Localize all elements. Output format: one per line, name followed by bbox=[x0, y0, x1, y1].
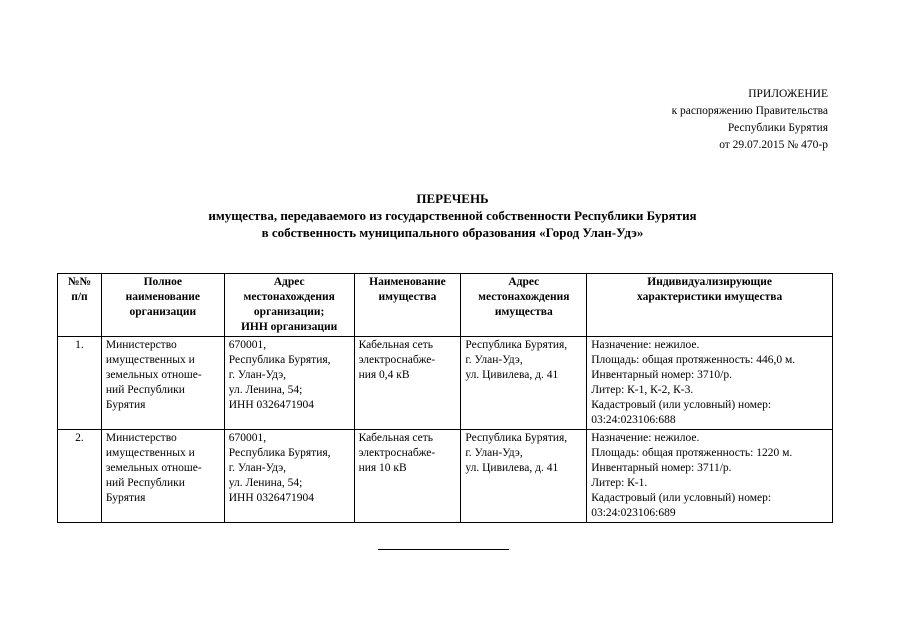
row-characteristics: Назначение: нежилое. Площадь: общая протяженность: 1220 м. Инвентарный номер: 3711/р. Литер: К-1. Кадастровый (или условный) номер: 03:24:023106:689 bbox=[587, 430, 833, 523]
title-heading: ПЕРЕЧЕНЬ bbox=[416, 191, 489, 206]
row-property-address: Республика Бурятия, г. Улан-Удэ, ул. Цивилева, д. 41 bbox=[461, 430, 587, 523]
header-organization: Полное наименование организации bbox=[101, 274, 224, 337]
row-property-address: Республика Бурятия, г. Улан-Удэ, ул. Цивилева, д. 41 bbox=[461, 337, 587, 430]
row-number: 1. bbox=[58, 337, 102, 430]
end-divider-line bbox=[378, 549, 509, 550]
table-row bbox=[58, 430, 833, 523]
table-header-row bbox=[58, 274, 833, 337]
row-organization: Министерство имущественных и земельных отноше- ний Республики Бурятия bbox=[101, 337, 224, 430]
appendix-block bbox=[672, 86, 828, 154]
row-organization-address: 670001, Республика Бурятия, г. Улан-Удэ, ул. Ленина, 54; ИНН 0326471904 bbox=[224, 430, 354, 523]
row-characteristics: Назначение: нежилое. Площадь: общая протяженность: 446,0 м. Инвентарный номер: 3710/р. Литер: К-1, К-2, К-3. Кадастровый (или условный) номер: 03:24:023106:688 bbox=[587, 337, 833, 430]
appendix-heading: ПРИЛОЖЕНИЕ bbox=[748, 88, 828, 100]
header-number: №№ п/п bbox=[58, 274, 102, 337]
title-subtitle-1: имущества, передаваемого из государственной собственности Республики Бурятия bbox=[208, 208, 697, 223]
row-property-name: Кабельная сеть электроснабже- ния 0,4 кВ bbox=[354, 337, 461, 430]
row-property-name: Кабельная сеть электроснабже- ния 10 кВ bbox=[354, 430, 461, 523]
row-organization: Министерство имущественных и земельных отноше- ний Республики Бурятия bbox=[101, 430, 224, 523]
header-property-address: Адрес местонахождения имущества bbox=[461, 274, 587, 337]
header-characteristics: Индивидуализирующие характеристики имущества bbox=[587, 274, 833, 337]
appendix-date-number: от 29.07.2015 № 470-р bbox=[719, 139, 828, 151]
header-organization-address: Адрес местонахождения организации; ИНН организации bbox=[224, 274, 354, 337]
title-subtitle-2: в собственность муниципального образования «Город Улан-Удэ» bbox=[261, 225, 644, 240]
row-number: 2. bbox=[58, 430, 102, 523]
appendix-reference-region: Республики Бурятия bbox=[727, 122, 828, 134]
document-title bbox=[0, 190, 905, 241]
table-row bbox=[58, 337, 833, 430]
row-organization-address: 670001, Республика Бурятия, г. Улан-Удэ, ул. Ленина, 54; ИНН 0326471904 bbox=[224, 337, 354, 430]
property-table bbox=[57, 273, 833, 523]
appendix-reference: к распоряжению Правительства bbox=[671, 105, 828, 117]
header-property-name: Наименование имущества bbox=[354, 274, 461, 337]
